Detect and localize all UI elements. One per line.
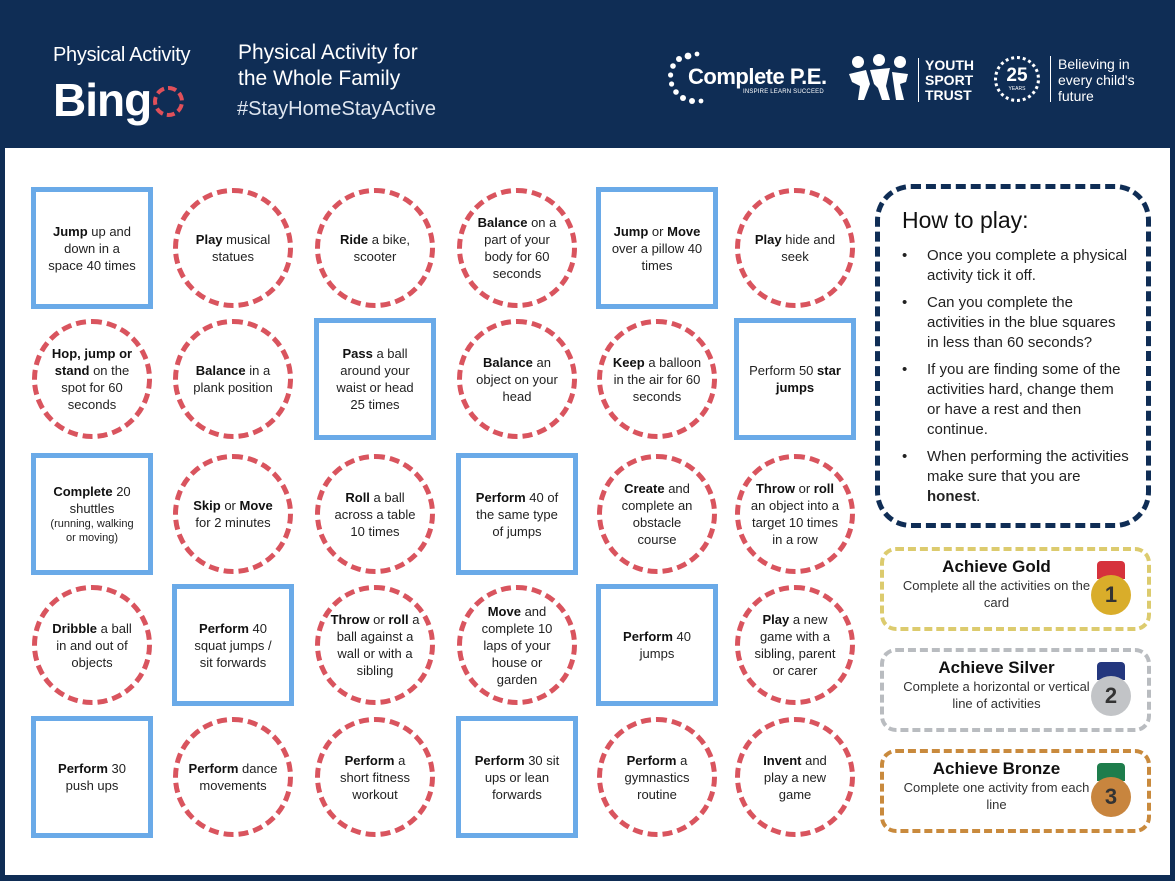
award-text: Complete a horizontal or vertical line of activities [903,679,1090,711]
medal-number: 3 [1091,777,1131,817]
award-title: Achieve Gold [942,557,1051,576]
anniversary-slogan: Believing in every child's future [1058,56,1135,104]
activity-text: Play a new game with a sibling, parent or carer [754,612,836,678]
activity-text: Ride a bike, scooter [339,232,411,264]
award-title: Achieve Silver [938,658,1055,677]
activity-text: Play hide and seek [754,232,836,264]
bingo-o-icon [153,86,184,117]
activity-text: Perform 50 star jumps [749,363,841,395]
award-box [880,749,1151,833]
activity-square[interactable] [172,584,294,706]
medal-number: 2 [1091,676,1131,716]
activity-text: Invent and play a new game [763,752,827,802]
medal-icon [1089,763,1133,823]
activity-circle[interactable] [457,319,577,439]
activity-text: Jump or Move over a pillow 40 times [611,223,703,273]
activity-text: Keep a balloon in the air for 60 seconds [612,354,702,404]
how-to-play-item: • Once you complete a physical activity tick it off. [902,246,1130,286]
activity-text: Throw or roll an object into a target 10 times in a row [750,481,840,547]
activity-circle[interactable] [735,717,855,837]
activity-text: Perform a short fitness workout [339,752,411,802]
activity-circle[interactable] [735,585,855,705]
activity-square[interactable] [31,453,153,575]
activity-square[interactable] [456,453,578,575]
activity-circle[interactable] [597,717,717,837]
activity-circle[interactable] [32,319,152,439]
bingo-word: Bing [53,74,152,126]
activity-circle[interactable] [597,319,717,439]
activity-square[interactable] [456,716,578,838]
activity-text: Perform 40 squat jumps / sit forwards [194,620,272,670]
activity-circle[interactable] [315,585,435,705]
activity-text: Perform a gymnastics routine [624,752,690,802]
activity-text: Balance on a part of your body for 60 seconds [477,215,557,281]
award-text: Complete one activity from each line [903,780,1090,812]
activity-square[interactable] [314,318,436,440]
activity-text: Perform 30 push ups [58,761,126,793]
award-text: Complete all the activities on the card [902,578,1091,610]
activity-text: Balance an object on your head [476,354,558,404]
how-to-play-item: • If you are finding some of the activities hard, change them or have a rest and then continue. [902,360,1130,440]
activity-circle[interactable] [173,454,293,574]
activity-square[interactable] [596,187,718,309]
award-title: Achieve Bronze [932,759,1061,778]
activity-text: Hop, jump or stand on the spot for 60 seconds [51,346,133,412]
activity-text: Skip or Move for 2 minutes [193,498,273,530]
activity-circle[interactable] [315,454,435,574]
activity-text: Play musical statues [195,232,271,264]
activity-circle[interactable] [457,585,577,705]
activity-text: Move and complete 10 laps of your house or garden [481,603,553,687]
activity-circle[interactable] [735,454,855,574]
how-to-play-list [902,246,1130,507]
figures-icon [846,54,912,104]
activity-circle[interactable] [597,454,717,574]
activity-text: Complete 20 shuttles (running, walking or moving) [50,484,134,544]
medal-number: 1 [1091,575,1131,615]
activity-circle[interactable] [735,188,855,308]
activity-text: Dribble a ball in and out of objects [52,620,132,670]
how-to-play-item: • When performing the activities make sure that you are honest. [902,447,1130,507]
medal-icon [1089,662,1133,722]
youth-sport-trust-logo [846,54,976,104]
family-title-line2: the Whole Family [238,67,401,90]
how-to-play-title: How to play: [902,207,1029,233]
award-box [880,547,1151,631]
how-to-play-item: • Can you complete the activities in the blue squares in less than 60 seconds? [902,293,1130,353]
activity-text: Roll a ball across a table 10 times [334,489,416,539]
activity-square[interactable] [734,318,856,440]
activity-text: Perform 40 of the same type of jumps [475,489,559,539]
family-title [238,40,418,92]
complete-pe-name: Complete P.E. [688,64,827,89]
complete-pe-tagline: INSPIRE LEARN SUCCEED [743,89,824,95]
activity-text: Perform dance movements [188,761,278,793]
complete-pe-logo [668,50,838,106]
activity-text: Pass a ball around your waist or head 25 times [336,346,414,412]
activity-text: Perform 40 jumps [623,629,691,661]
activity-circle[interactable] [457,188,577,308]
activity-square[interactable] [31,187,153,309]
medal-icon [1089,561,1133,621]
anniversary-circle-icon: 25 YEARS [994,56,1040,102]
activity-text: Create and complete an obstacle course [621,481,693,547]
hashtag: #StayHomeStayActive [237,98,436,120]
how-to-play-box [875,184,1151,528]
honest-word: honest [927,488,977,505]
activity-square[interactable] [596,584,718,706]
activity-circle[interactable] [315,188,435,308]
activity-text: Jump up and down in a space 40 times [48,223,136,273]
bingo-title-small: Physical Activity [53,44,191,66]
header-banner [0,0,1175,148]
activity-circle[interactable] [315,717,435,837]
activity-text: Throw or roll a ball against a wall or with a sibling [330,612,420,678]
award-box [880,648,1151,732]
family-title-line1: Physical Activity for [238,41,418,64]
activity-text: Balance in a plank position [193,363,273,395]
bingo-logo [53,72,184,128]
activity-circle[interactable] [173,188,293,308]
activity-circle[interactable] [173,319,293,439]
activity-square[interactable] [31,716,153,838]
activity-circle[interactable] [32,585,152,705]
youth-sport-trust-text: YOUTH SPORT TRUST [925,57,974,103]
activity-circle[interactable] [173,717,293,837]
activity-text: Perform 30 sit ups or lean forwards [474,752,560,802]
